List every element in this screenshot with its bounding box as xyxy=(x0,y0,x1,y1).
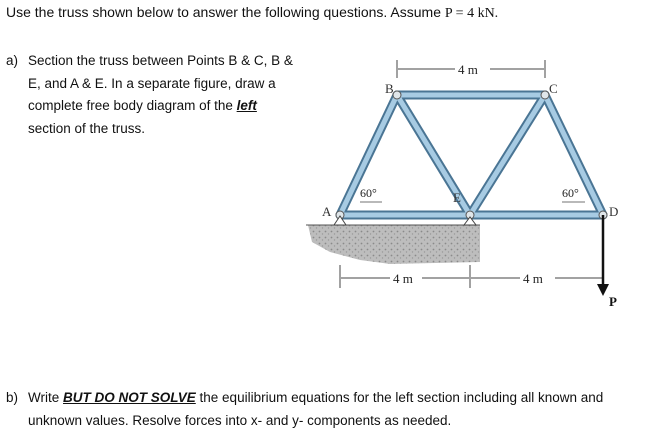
load-arrow-icon xyxy=(597,215,609,296)
question-a-label: a) xyxy=(6,53,19,68)
label-a: A xyxy=(322,204,332,219)
label-e: E xyxy=(453,190,461,205)
angle-right-label: 60° xyxy=(562,186,579,200)
top-dimension-label: 4 m xyxy=(458,62,478,77)
question-a xyxy=(6,50,296,140)
label-c: C xyxy=(549,81,558,96)
load-label: P xyxy=(609,294,617,309)
bottom-dimension-right-label: 4 m xyxy=(523,271,543,286)
question-a-emphasis: left xyxy=(236,98,257,113)
question-a-text: Section the truss between Points B & C, B & E, and A & E. In a separate figure, draw a complete free body diagram of the left section of the truss. xyxy=(28,53,293,136)
bottom-dimension-line xyxy=(340,265,603,288)
question-b-text: Write BUT DO NOT SOLVE the equilibrium equations for the left section including all known and unknown values. Resolve forces into x- and y- components as needed. xyxy=(28,390,604,428)
question-b-emphasis: BUT DO NOT SOLVE xyxy=(63,390,196,405)
label-b: B xyxy=(385,81,394,96)
load-value: P = 4 kN. xyxy=(444,6,499,21)
bottom-dimension-left-label: 4 m xyxy=(393,271,413,286)
joint-b xyxy=(393,91,401,99)
angle-left-label: 60° xyxy=(360,186,377,200)
question-b xyxy=(6,386,641,432)
joint-c xyxy=(541,91,549,99)
question-b-label: b) xyxy=(6,390,19,405)
truss-figure xyxy=(300,50,640,315)
label-d: D xyxy=(609,204,619,219)
ground-block xyxy=(308,225,480,264)
intro-text: Use the truss shown below to answer the following questions. Assume P = 4 kN. xyxy=(6,4,499,21)
